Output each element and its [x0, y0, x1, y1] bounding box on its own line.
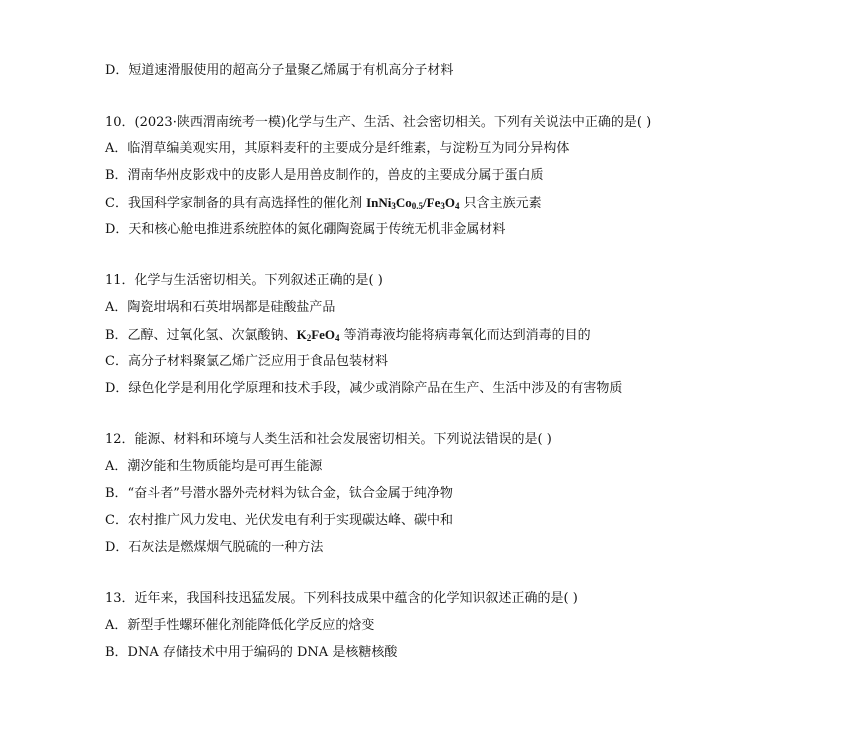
question-10-option-c-tail: 只含主族元素 — [459, 196, 542, 211]
formula-part: K — [296, 327, 307, 342]
catalyst-formula — [366, 195, 459, 210]
formula-subscript: 4 — [454, 201, 460, 211]
question-11-option-b-tail: 等消毒液均能将病毒氧化而达到消毒的目的 — [339, 328, 591, 343]
question-10-option-d: D．天和核心舱电推进系统腔体的氮化硼陶瓷属于传统无机非金属材料 — [105, 222, 506, 237]
formula-subscript: 2 — [306, 333, 312, 343]
prev-question-option-d: D．短道速滑服使用的超高分子量聚乙烯属于有机高分子材料 — [105, 63, 454, 78]
question-11-option-d: D．绿色化学是利用化学原理和技术手段，减少或消除产品在生产、生活中涉及的有害物质 — [105, 381, 623, 396]
formula-subscript: 3 — [440, 201, 445, 211]
potassium-ferrate-formula — [297, 327, 340, 342]
question-11-option-a: A．陶瓷坩埚和石英坩埚都是硅酸盐产品 — [105, 300, 336, 315]
question-10-option-a: A．临渭草编美观实用，其原料麦秆的主要成分是纤维素，与淀粉互为同分异构体 — [105, 141, 570, 156]
formula-part: FeO — [311, 327, 336, 342]
formula-part: /Fe — [423, 195, 441, 210]
question-11-option-b — [105, 326, 591, 345]
question-12-option-d: D．石灰法是燃煤烟气脱硫的一种方法 — [105, 540, 324, 555]
question-12-option-c: C．农村推广风力发电、光伏发电有利于实现碳达峰、碳中和 — [105, 513, 453, 528]
formula-part: InNi — [366, 195, 392, 210]
question-11-option-b-text: B．乙醇、过氧化氢、次氯酸钠、 — [105, 328, 297, 343]
formula-subscript: 3 — [391, 201, 396, 211]
question-12-option-a: A．潮汐能和生物质能均是可再生能源 — [105, 459, 323, 474]
question-11-stem: 11．化学与生活密切相关。下列叙述正确的是( ) — [105, 273, 383, 288]
question-10-stem: 10．(2023·陕西渭南统考一模)化学与生产、生活、社会密切相关。下列有关说法中正确的是( ) — [105, 115, 652, 130]
question-12-option-b: B．“奋斗者”号潜水器外壳材料为钛合金，钛合金属于纯净物 — [105, 486, 453, 501]
question-10-option-c-text: C．我国科学家制备的具有高选择性的催化剂 — [105, 196, 367, 211]
question-13-stem: 13．近年来，我国科技迅猛发展。下列科技成果中蕴含的化学知识叙述正确的是( ) — [105, 591, 578, 606]
question-13-option-a: A．新型手性螺环催化剂能降低化学反应的焓变 — [105, 618, 375, 633]
question-13-option-b: B．DNA 存储技术中用于编码的 DNA 是核糖核酸 — [105, 645, 398, 660]
question-10-option-b: B．渭南华州皮影戏中的皮影人是用兽皮制作的，兽皮的主要成分属于蛋白质 — [105, 168, 544, 183]
formula-subscript: 4 — [335, 333, 340, 343]
formula-part: O — [444, 195, 455, 210]
question-11-option-c: C．高分子材料聚氯乙烯广泛应用于食品包装材料 — [105, 354, 388, 369]
question-12-stem: 12．能源、材料和环境与人类生活和社会发展密切相关。下列说法错误的是( ) — [105, 432, 552, 447]
formula-subscript: 0.5 — [411, 201, 424, 211]
question-10-option-c — [105, 194, 542, 213]
formula-part: Co — [395, 195, 412, 210]
